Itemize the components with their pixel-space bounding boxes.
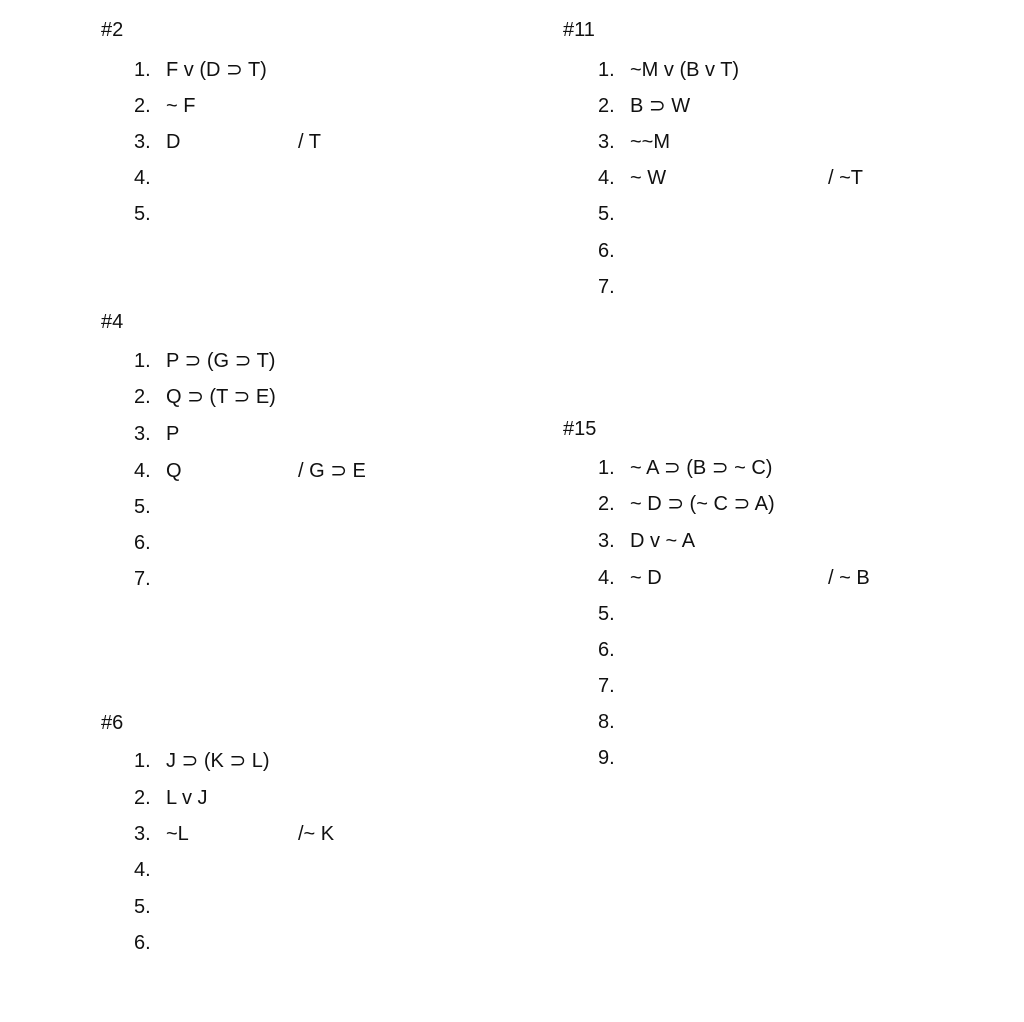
line-number: 9. (598, 747, 615, 769)
line-number: 2. (598, 95, 615, 117)
line-formula: P ⊃ (G ⊃ T) (166, 350, 276, 372)
line-formula: D (166, 131, 181, 153)
line-conclusion: / ~T (828, 167, 864, 189)
line-number: 3. (134, 423, 151, 445)
problem-heading: #2 (101, 19, 124, 41)
line-number: 3. (134, 131, 151, 153)
line-number: 4. (134, 859, 151, 881)
line-number: 2. (134, 787, 151, 809)
line-number: 1. (134, 59, 151, 81)
line-formula: ~M v (B v T) (630, 59, 740, 81)
line-conclusion: /~ K (298, 823, 335, 845)
line-number: 7. (134, 568, 151, 590)
line-formula: B ⊃ W (630, 95, 691, 117)
line-number: 7. (598, 675, 615, 697)
line-number: 3. (598, 131, 615, 153)
line-formula: ~L (166, 823, 189, 845)
line-number: 6. (134, 532, 151, 554)
line-number: 2. (134, 386, 151, 408)
line-conclusion: / T (298, 131, 321, 153)
line-formula: Q (166, 460, 182, 482)
line-number: 5. (134, 496, 151, 518)
line-number: 6. (134, 932, 151, 954)
line-number: 5. (598, 603, 615, 625)
line-number: 4. (598, 167, 615, 189)
line-number: 4. (598, 567, 615, 589)
line-conclusion: / ~ B (828, 567, 870, 589)
line-number: 5. (598, 203, 615, 225)
line-number: 1. (134, 750, 151, 772)
line-number: 3. (598, 530, 615, 552)
line-number: 2. (598, 493, 615, 515)
line-number: 3. (134, 823, 151, 845)
line-formula: ~~M (630, 131, 671, 153)
line-formula: ~ F (166, 95, 196, 117)
line-formula: ~ A ⊃ (B ⊃ ~ C) (630, 457, 773, 479)
line-formula: J ⊃ (K ⊃ L) (166, 750, 270, 772)
line-formula: P (166, 423, 180, 445)
line-number: 2. (134, 95, 151, 117)
line-number: 8. (598, 711, 615, 733)
line-formula: ~ D (630, 567, 662, 589)
line-number: 1. (598, 457, 615, 479)
line-number: 4. (134, 460, 151, 482)
line-number: 5. (134, 896, 151, 918)
line-number: 1. (598, 59, 615, 81)
line-number: 1. (134, 350, 151, 372)
problem-heading: #4 (101, 311, 124, 333)
line-formula: L v J (166, 787, 208, 809)
line-number: 6. (598, 240, 615, 262)
problem-heading: #15 (563, 418, 597, 440)
line-conclusion: / G ⊃ E (298, 460, 366, 482)
line-formula: F v (D ⊃ T) (166, 59, 267, 81)
line-number: 4. (134, 167, 151, 189)
line-number: 5. (134, 203, 151, 225)
problem-heading: #11 (563, 19, 595, 41)
line-formula: ~ D ⊃ (~ C ⊃ A) (630, 493, 775, 515)
line-formula: D v ~ A (630, 530, 696, 552)
line-number: 7. (598, 276, 615, 298)
line-formula: Q ⊃ (T ⊃ E) (166, 386, 276, 408)
problem-heading: #6 (101, 712, 124, 734)
line-formula: ~ W (630, 167, 667, 189)
line-number: 6. (598, 639, 615, 661)
